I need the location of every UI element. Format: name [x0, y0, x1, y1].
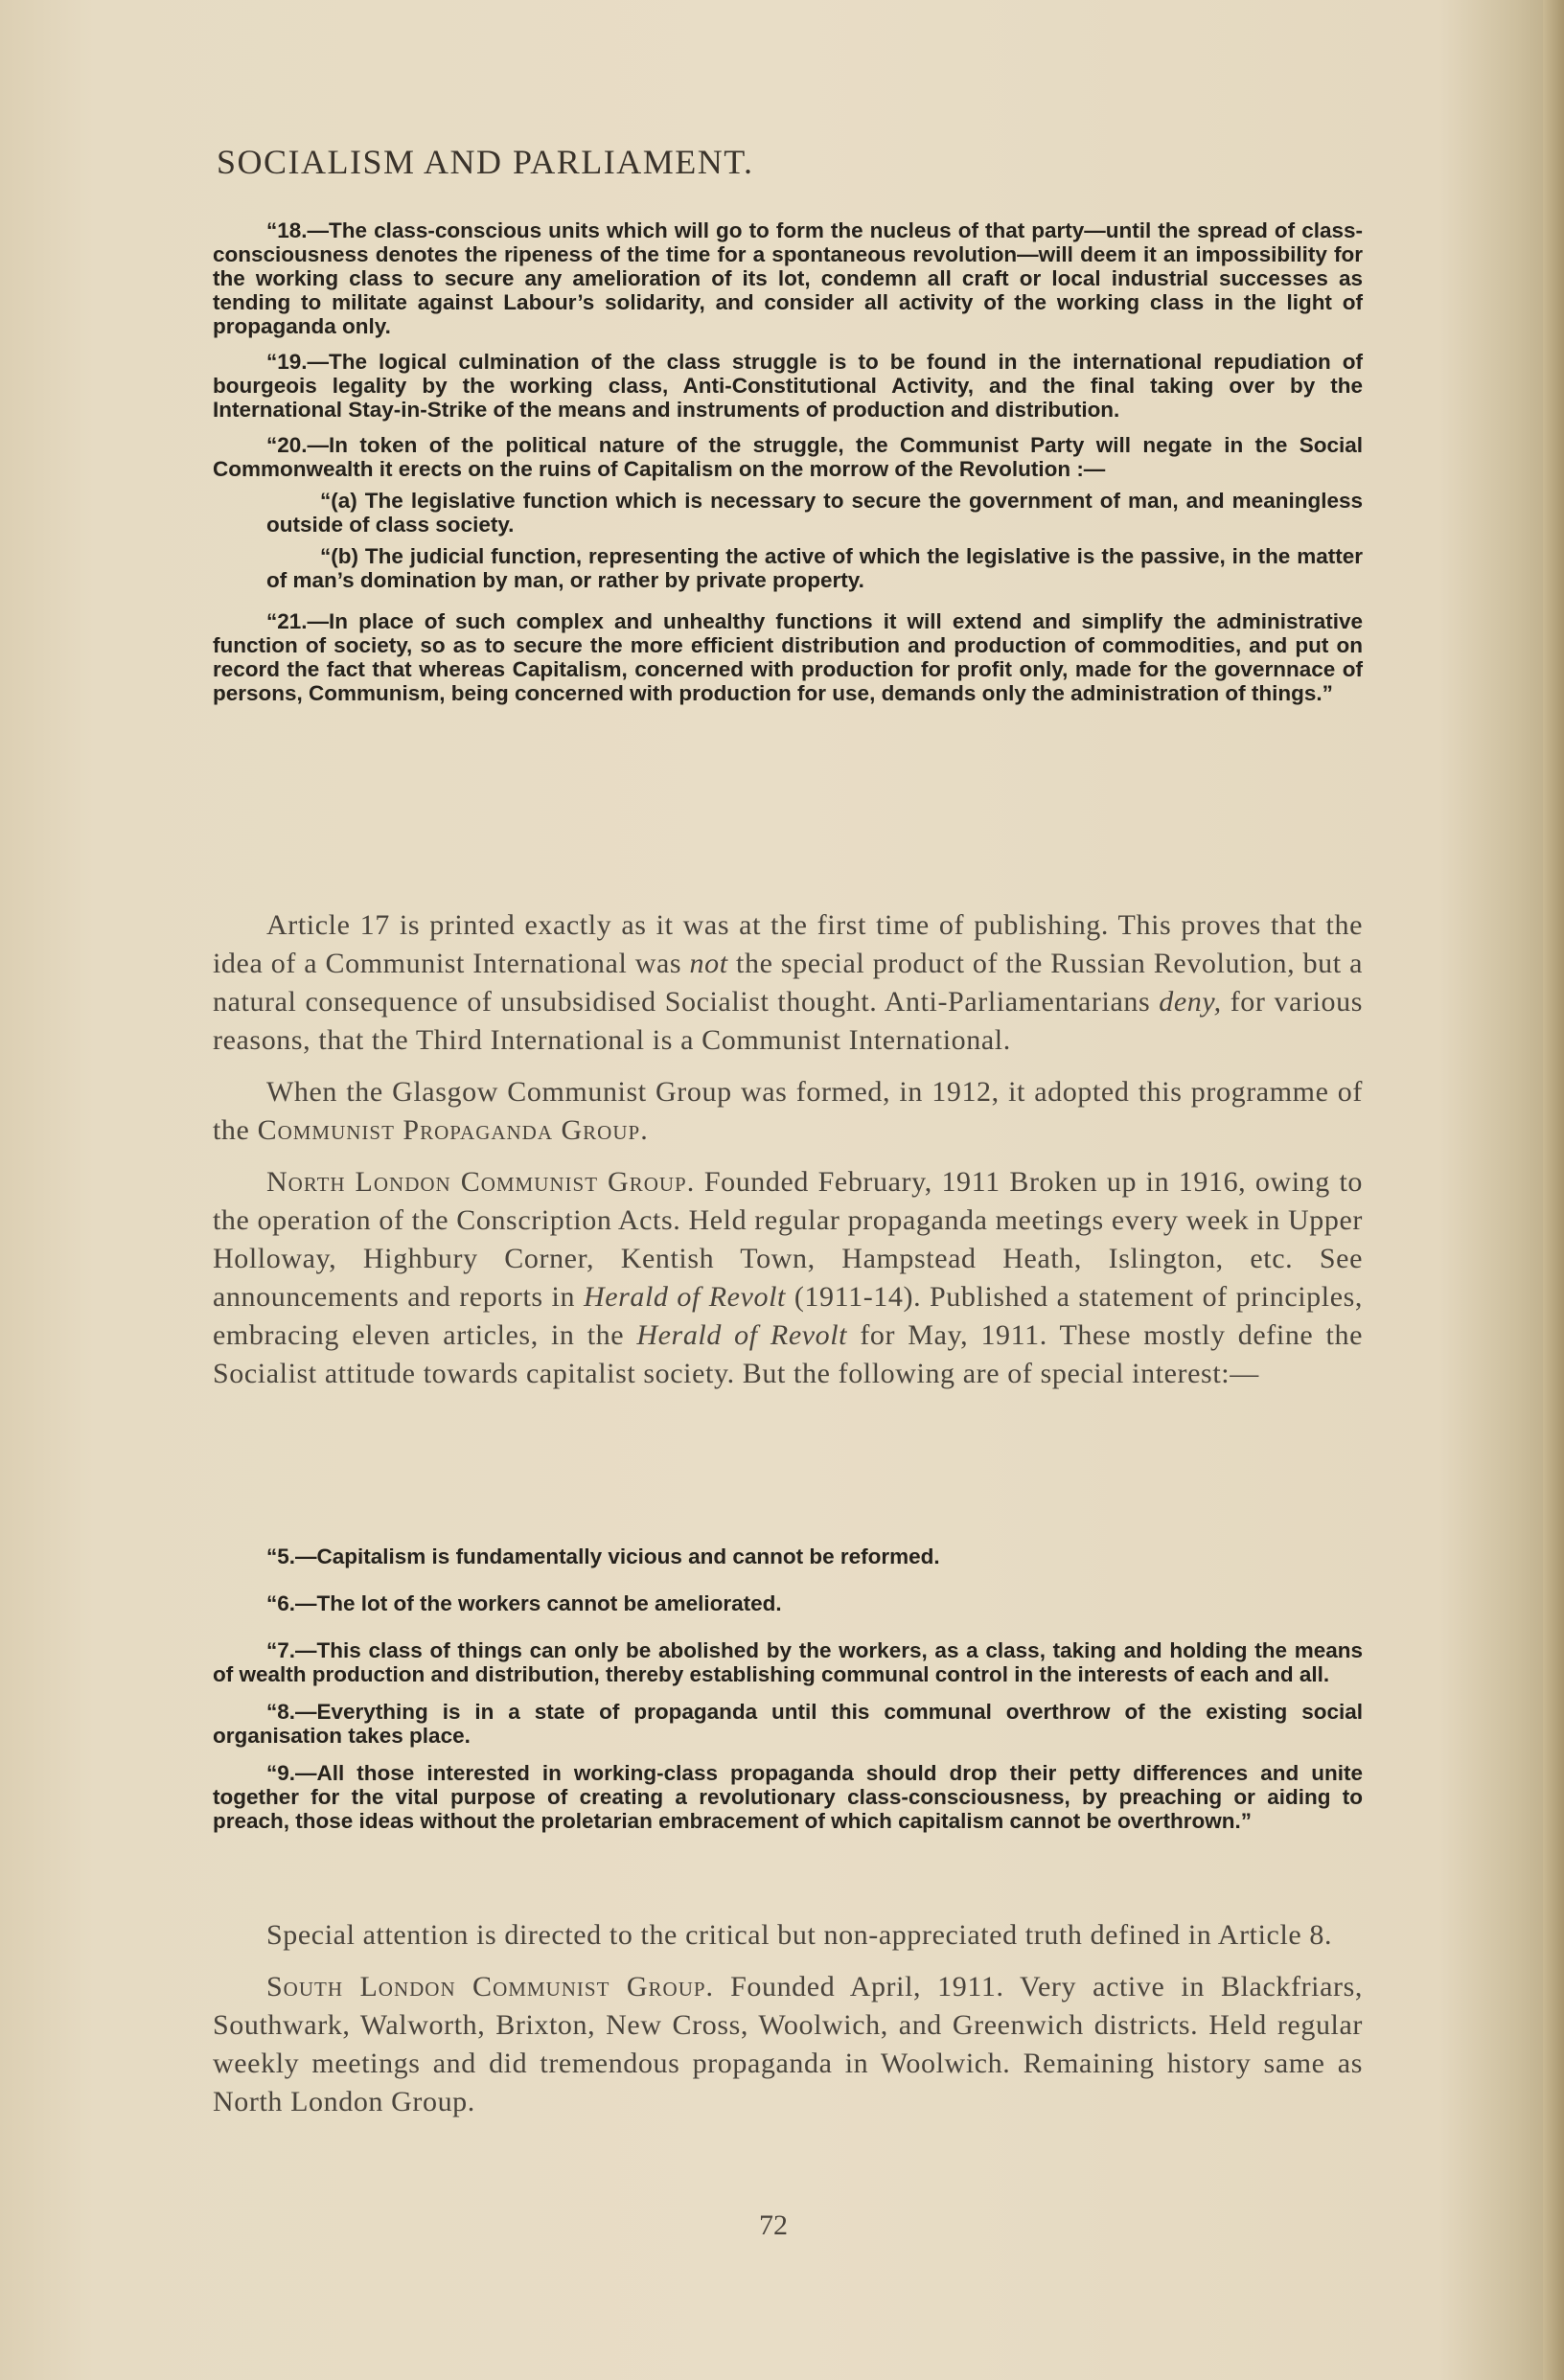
north-london-paragraph [213, 1163, 1363, 1393]
glasgow-text: When the Glasgow Communist Group was formed, in 1912, it adopted this programme of the [213, 1076, 1363, 1146]
body-prose-1 [213, 906, 1363, 1393]
group-name-north-london: North London Communist Group. [266, 1166, 696, 1198]
article-9-quote: “9.—All those interested in working-class propaganda should drop their petty differences and unite together for the vital purpose of creating a revolutionary class-consciousness, by preaching or aiding to preach, those ideas without the proletarian embracement of which capitalism cannot be overthrown.” [213, 1761, 1363, 1833]
article-20-quote: “20.—In token of the political nature of the struggle, the Communist Party will negate in the Social Commonwealth it erects on the ruins of Capitalism on the morrow of the Revolution :— [213, 433, 1363, 481]
north-text-1: Founded February, 1911 Broken up in 1916, owing to the operation of the Conscription Acts. Held regular propaganda meetings every week in Upper Holloway, Highbury Corner, Kentish Town, Hampstead Heath, Islington, etc. See announcements and reports in [213, 1166, 1363, 1313]
group-name-south-london: South London Communist Group. [266, 1971, 715, 2002]
article-7-quote: “7.—This class of things can only be abolished by the workers, as a class, taking and holding the means of wealth production and distribution, thereby establishing communal control in the interests of each and all. [213, 1638, 1363, 1686]
emphasis-not: not [689, 948, 728, 979]
article-20a-quote: “(a) The legislative function which is necessary to secure the government of man, and meaningless outside of class society. [266, 489, 1363, 537]
south-london-paragraph [213, 1968, 1363, 2121]
article-17-text-3: for various reasons, that the Third International is a Communist International. [213, 986, 1363, 1056]
north-text-3: for May, 1911. These mostly define the Socialist attitude towards capitalist society. But the following are of special interest:— [213, 1319, 1363, 1389]
quote-block-articles-5-9 [213, 1545, 1363, 1833]
article-17-text-1: Article 17 is printed exactly as it was at the first time of publishing. This proves that the idea of a Communist International was [213, 909, 1363, 979]
article-21-quote: “21.—In place of such complex and unhealthy functions it will extend and simplify the administrative function of society, so as to secure the more efficient distribution and production of commodities, and put on record the fact that whereas Capitalism, concerned with production for profit only, made for the governnace of persons, Communism, being concerned with production for use, demands only the administration of things.” [213, 609, 1363, 705]
special-attention-paragraph: Special attention is directed to the critical but non-appreciated truth defined in Article 8. [266, 1919, 1333, 1951]
quote-block-articles-18-21 [213, 218, 1363, 705]
body-prose-2 [213, 1916, 1363, 2121]
south-text: Founded April, 1911. Very active in Blackfriars, Southwark, Walworth, Brixton, New Cross, Woolwich, and Greenwich districts. Held regular weekly meetings and did tremendous propaganda in Woolwich. Remaining history same as North London Group. [213, 1971, 1363, 2117]
article-19-quote: “19.—The logical culmination of the class struggle is to be found in the international repudiation of bourgeois legality by the working class, Anti-Constitutional Activity, and the final taking over by the International Stay-in-Strike of the means and instruments of production and distribution. [213, 350, 1363, 422]
article-17-text-2: the special product of the Russian Revolution, but a natural consequence of unsubsidised Socialist thought. Anti-Parliamentarians [213, 948, 1363, 1018]
article-6-quote: “6.—The lot of the workers cannot be ameliorated. [266, 1591, 782, 1615]
emphasis-deny: deny, [1159, 986, 1222, 1018]
group-name-communist-propaganda: Communist Propaganda Group. [257, 1114, 649, 1146]
article-17-paragraph [213, 906, 1363, 1060]
article-20b-quote: “(b) The judicial function, representing the active of which the legislative is the passive, in the matter of man’s domination by man, or rather by private property. [266, 544, 1363, 592]
publication-herald-of-revolt: Herald of Revolt [583, 1281, 786, 1313]
article-8-quote: “8.—Everything is in a state of propaganda until this communal overthrow of the existing social organisation takes place. [213, 1700, 1363, 1748]
running-header: SOCIALISM AND PARLIAMENT. [217, 143, 754, 181]
page-number: 72 [759, 2209, 788, 2241]
north-text-2: (1911-14). Published a statement of principles, embracing eleven articles, in the [213, 1281, 1363, 1351]
article-5-quote: “5.—Capitalism is fundamentally vicious and cannot be reformed. [266, 1545, 940, 1568]
glasgow-paragraph [213, 1073, 1363, 1150]
book-spine [1543, 0, 1564, 2380]
publication-herald-of-revolt-2: Herald of Revolt [636, 1319, 848, 1351]
article-18-quote: “18.—The class-conscious units which will go to form the nucleus of that party—until the spread of class-consciousness denotes the ripeness of the time for a spontaneous revolution—will deem it an impossibility for the working class to secure any amelioration of its lot, condemn all craft or local industrial successes as tending to militate against Labour’s solidarity, and consider all activity of the working class in the light of propaganda only. [213, 218, 1363, 338]
